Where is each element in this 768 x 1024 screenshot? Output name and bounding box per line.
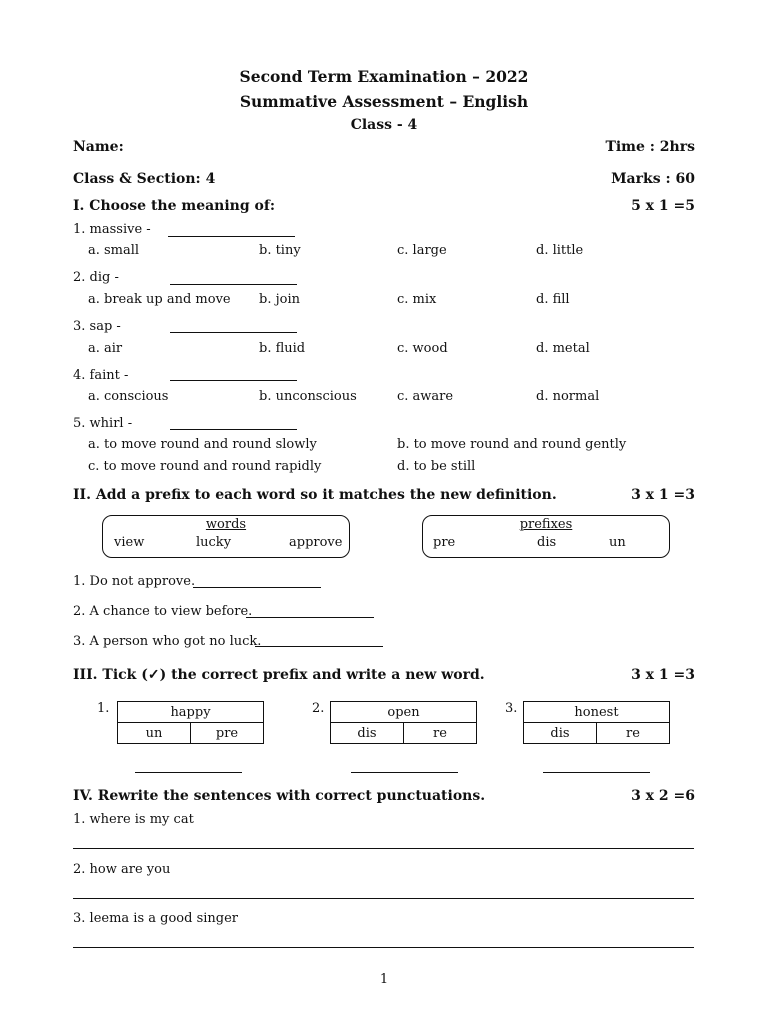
s3-item-number: 2. (312, 701, 325, 716)
s4-question: 3. leema is a good singer (73, 911, 238, 926)
s1-option: d. metal (536, 341, 590, 356)
s3-item-number: 3. (505, 701, 518, 716)
answer-line[interactable] (168, 236, 295, 237)
marks-label: Marks : 60 (611, 171, 695, 187)
prefix-option[interactable]: re (597, 723, 670, 744)
s1-option: a. to move round and round slowly (88, 437, 317, 452)
table-word: happy (118, 702, 264, 723)
table-word: honest (524, 702, 670, 723)
s3-item-number: 1. (97, 701, 110, 716)
section1-title: I. Choose the meaning of: (73, 198, 276, 214)
section3-marks: 3 x 1 =3 (631, 667, 695, 683)
answer-line[interactable] (170, 429, 297, 430)
section4-title: IV. Rewrite the sentences with correct punctuations. (73, 788, 486, 804)
s4-question: 1. where is my cat (73, 812, 194, 827)
prefix-table (523, 701, 670, 744)
prefix-option[interactable]: un (118, 723, 191, 744)
s1-option: d. to be still (397, 459, 476, 474)
s1-option: b. to move round and round gently (397, 437, 627, 452)
word-item: lucky (196, 535, 232, 550)
class-section-label: Class & Section: 4 (73, 171, 216, 187)
s1-option: c. wood (397, 341, 448, 356)
section1-marks: 5 x 1 =5 (631, 198, 695, 214)
s1-option: a. break up and move (88, 292, 231, 307)
prefix-item: un (609, 535, 626, 550)
s1-option: b. tiny (259, 243, 301, 258)
words-heading: words (205, 517, 247, 532)
s1-option: b. fluid (259, 341, 306, 356)
answer-line[interactable] (351, 772, 458, 773)
answer-line[interactable] (246, 617, 374, 618)
answer-line[interactable] (255, 646, 383, 647)
prefixes-heading: prefixes (519, 517, 573, 532)
s1-option: a. small (88, 243, 140, 258)
class-label: Class - 4 (350, 117, 418, 133)
answer-line[interactable] (170, 380, 297, 381)
s1-question-word: 2. dig - (73, 270, 119, 285)
exam-title: Second Term Examination – 2022 (239, 67, 529, 86)
prefix-option[interactable]: re (404, 723, 477, 744)
s1-option: c. large (397, 243, 447, 258)
answer-line[interactable] (73, 898, 694, 899)
answer-line[interactable] (170, 332, 297, 333)
word-item: approve (289, 535, 343, 550)
answer-line[interactable] (170, 284, 297, 285)
s2-question: 1. Do not approve. (73, 574, 196, 589)
section2-marks: 3 x 1 =3 (631, 487, 695, 503)
prefix-item: dis (537, 535, 557, 550)
s1-question-word: 1. massive - (73, 222, 151, 237)
prefix-option[interactable]: dis (331, 723, 404, 744)
time-label: Time : 2hrs (605, 139, 695, 155)
s1-option: c. to move round and round rapidly (88, 459, 322, 474)
s1-option: d. fill (536, 292, 570, 307)
section4-marks: 3 x 2 =6 (631, 788, 695, 804)
prefix-option[interactable]: dis (524, 723, 597, 744)
prefix-option[interactable]: pre (191, 723, 264, 744)
s1-option: d. normal (536, 389, 600, 404)
s2-question: 3. A person who got no luck. (73, 634, 262, 649)
answer-line[interactable] (543, 772, 650, 773)
s1-option: d. little (536, 243, 584, 258)
prefix-table (117, 701, 264, 744)
s1-option: a. air (88, 341, 123, 356)
table-word: open (331, 702, 477, 723)
prefix-item: pre (433, 535, 456, 550)
s4-question: 2. how are you (73, 862, 171, 877)
answer-line[interactable] (73, 848, 694, 849)
section2-title: II. Add a prefix to each word so it matches the new definition. (73, 487, 557, 503)
page-number: 1 (379, 972, 389, 987)
s1-option: c. aware (397, 389, 454, 404)
s1-option: c. mix (397, 292, 437, 307)
s1-question-word: 3. sap - (73, 319, 121, 334)
s1-option: b. join (259, 292, 300, 307)
section3-title: III. Tick (✓) the correct prefix and write a new word. (73, 667, 485, 683)
s1-option: b. unconscious (259, 389, 357, 404)
answer-line[interactable] (135, 772, 242, 773)
assessment-title: Summative Assessment – English (239, 92, 529, 111)
s1-option: a. conscious (88, 389, 169, 404)
prefix-table (330, 701, 477, 744)
answer-line[interactable] (193, 587, 321, 588)
s2-question: 2. A chance to view before. (73, 604, 253, 619)
word-item: view (114, 535, 145, 550)
s1-question-word: 4. faint - (73, 368, 129, 383)
answer-line[interactable] (73, 947, 694, 948)
name-label: Name: (73, 139, 124, 155)
s1-question-word: 5. whirl - (73, 416, 133, 431)
